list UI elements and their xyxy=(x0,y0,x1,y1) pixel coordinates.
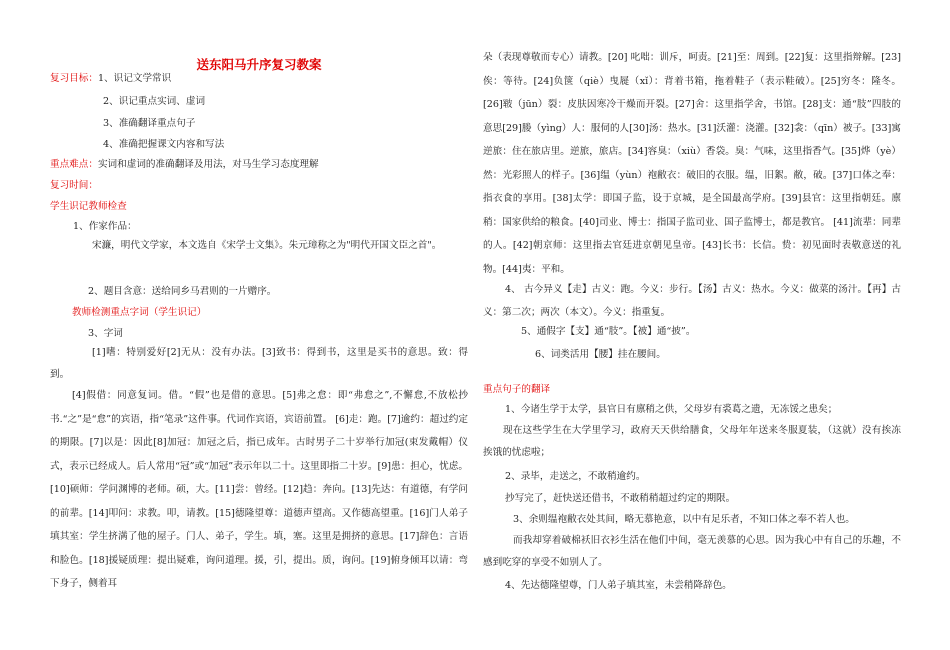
goal-item: 1、识记文学常识 xyxy=(97,73,172,84)
words-paragraph-1: [1]嗜：特别爱好[2]无从：没有办法。[3]致书：得到书，这里是买书的意思。致：得到。 xyxy=(50,347,468,380)
teacher-check-heading: 教师检测重点字词（学生识记） xyxy=(72,307,207,318)
goal-item: 4、准确把握课文内容和写法 xyxy=(103,139,225,150)
goal-item: 2、识记重点实词、虚词 xyxy=(103,96,206,107)
topic-meaning: 2、题目含意：送给同乡马君则的一片赠序。 xyxy=(88,286,277,297)
sentence-item: 3、余则缊袍敝衣处其间，略无慕艳意，以中有足乐者，不知口体之奉不若人也。 xyxy=(513,514,855,525)
sentence-item: 4、先达德隆望尊，门人弟子填其室，未尝稍降辞色。 xyxy=(505,580,732,591)
page-title: 送东阳马升序复习教案 xyxy=(196,57,322,72)
key-difficulty-text: 实词和虚词的准确翻译及用法，对马生学习态度理解 xyxy=(97,159,319,170)
tongjia-zi: 5、通假字【支】通“肢”。【被】通“披”。 xyxy=(521,326,696,337)
review-time-label: 复习时间： xyxy=(50,180,98,191)
sentence-translation: 而我却穿着破棉袄旧衣衫生活在他们中间，毫无羡慕的心思。因为我心中有自己的乐趣，不感到吃穿的享受不如别人了。 xyxy=(483,535,901,568)
sentence-translation: 抄写完了，赶快送还借书，不敢稍稍超过约定的期限。 xyxy=(505,493,736,504)
review-goals xyxy=(50,72,171,86)
student-check-heading: 学生识记教师检查 xyxy=(50,201,127,212)
sentence-translation-heading: 重点句子的翻译 xyxy=(483,384,551,395)
cilei-huoyong: 6、词类活用【腰】挂在腰间。 xyxy=(535,349,666,360)
words-heading: 3、字词 xyxy=(88,328,123,339)
gujin-yiyi: 4、 古今异义【走】古义：跑。今义：步行。【汤】古义：热水。今义：做菜的汤汁。【再】古义：第二次；两次（本文）。今义：指重复。 xyxy=(483,284,901,318)
words-paragraph-3: 朵（表现尊敬而专心）请教。[20] 叱咄：训斥，呵责。[21]至：周到。[22]复：这里指辩解。[23]俟：等待。[24]负箧（qiè）曳屣（xǐ）：背着书箱，拖着鞋子（表示鞋破）。[25]穷冬：隆冬。[26]皲（jūn）裂：皮肤因寒冷干燥而开裂。[27]舍：这里指学舍，书馆。[28]支：通“肢”四肢的意思[29]媵（yìng）人：服伺的人[30]汤：热水。[31]沃灌：浇灌。[32]衾：（qīn）被子。[33]寓逆旅：住在旅店里。逆旅，旅店。[34]容臭：（xiù）香袋。臭：气味，这里指香气。[35]烨（yè）然：光彩照人的样子。[36]缊（yùn）袍敝衣：破旧的衣服。缊，旧絮。敝，破。[37]口体之奉：指衣食的享用。[38]太学：即国子监，设于京城，是全国最高学府。[39]县官：这里指朝廷。廪稍：国家供给的粮食。[40]司业、博士：指国子监司业、国子监博士，都是教官。 [41]流辈：同辈的人。[42]朝京师：这里指去官廷进京朝见皇帝。[43]长书：长信。贽：初见面时表敬意送的礼物。[44]夷：平和。 xyxy=(483,52,901,275)
author-text xyxy=(50,234,468,257)
sentence-translation: 现在这些学生在大学里学习，政府天天供给膳食，父母年年送来冬服夏装，（这就）没有挨冻挨饿的忧虑啦； xyxy=(483,425,901,458)
author-heading: 1、作家作品： xyxy=(73,221,137,232)
goal-item: 3、准确翻译重点句子 xyxy=(103,118,196,129)
key-difficulty-label: 重点难点： xyxy=(50,159,98,170)
sentence-item: 2、录毕，走送之，不敢稍逾约。 xyxy=(505,471,646,482)
words-paragraph-2: [4]假借：同意复词。借。“假”也是借的意思。[5]弗之怠：即“弗怠之”,不懈怠,不放松抄书.“之”是“怠”的宾语，指“笔录”这件事。代词作宾语，宾语前置。 [6]走：跑。[7]逾约：超过约定的期限。[7]以是：因此[8]加冠：加冠之后，指已成年。古时男子二十岁举行加冠(束发戴帽）仪式，表示已经成人。后人常用“冠”或“加冠”表示年以二十。这里即指二十岁。[9]患：担心，忧虑。[10]硕师：学问渊博的老师。硕，大。[11]尝：曾经。[12]趋：奔向。[13]先达：有道德，有学问的前辈。[14]叩问：求教。叩，请教。[15]德隆望尊：道德声望高。又作德高望重。[16]门人弟子填其室：学生挤满了他的屋子。门人、弟子，学生。填，塞。这里是拥挤的意思。[17]辞色：言语和脸色。[18]援疑质理：提出疑难，询问道理。援，引，提出。质，询问。[19]俯身倾耳以请：弯下身子，侧着耳 xyxy=(50,390,468,589)
key-difficulty xyxy=(50,158,319,172)
review-goals-label: 复习目标： xyxy=(50,73,98,84)
sentence-item: 1、今诸生学于太学，县官日有廪稍之供，父母岁有裘葛之遗，无冻馁之患矣； xyxy=(505,404,838,415)
author-text-content: 宋濂，明代文学家，本文选自《宋学士文集》。朱元璋称之为"明代开国文臣之首"。 xyxy=(92,240,442,251)
